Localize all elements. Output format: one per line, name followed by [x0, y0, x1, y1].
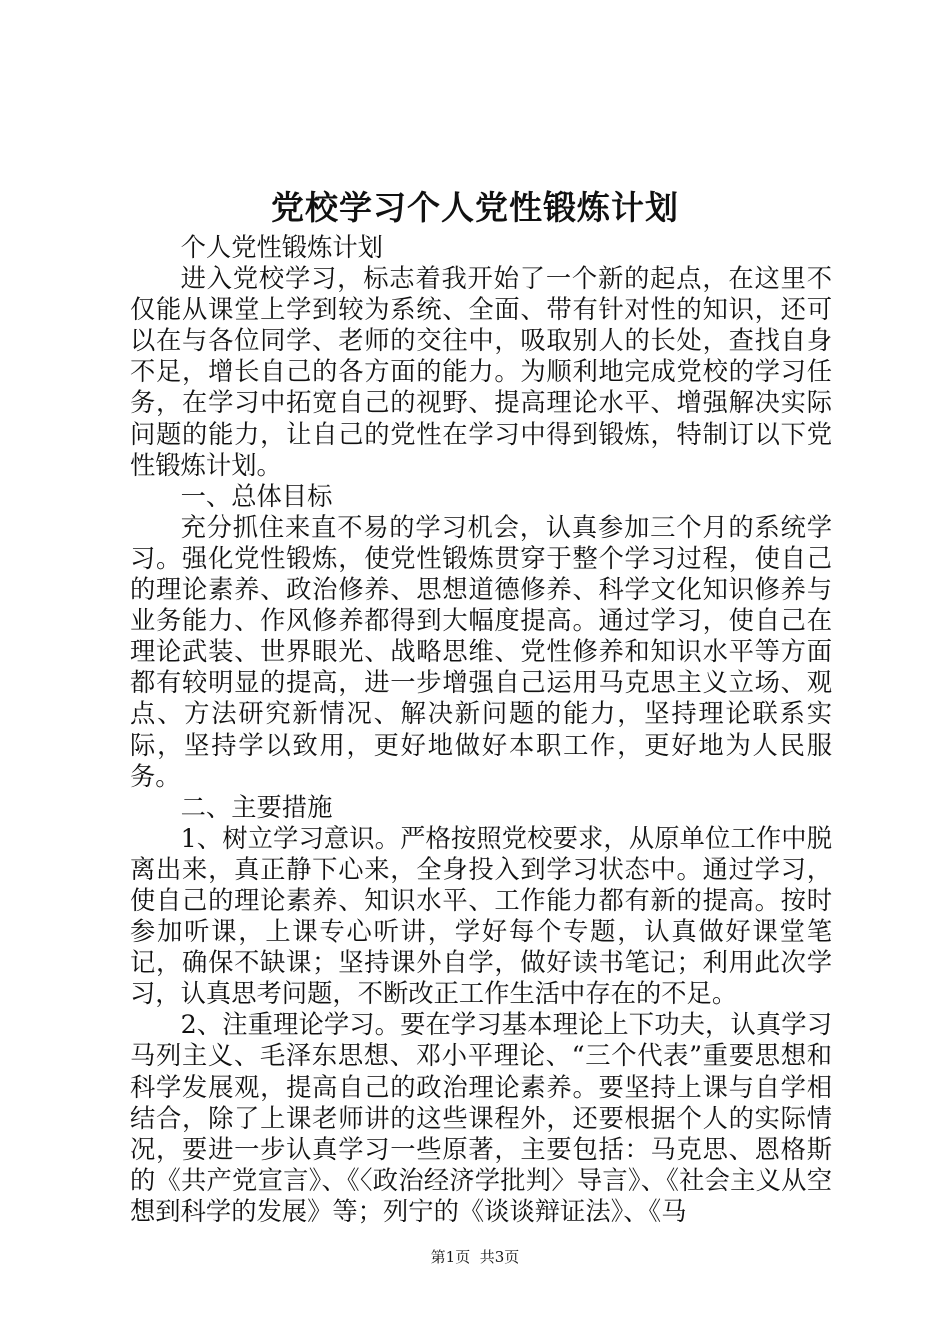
document-body	[130, 232, 832, 1227]
goals-paragraph: 充分抓住来直不易的学习机会，认真参加三个月的系统学习。强化党性锻炼，使党性锻炼贯穿于整个学习过程，使自己的理论素养、政治修养、思想道德修养、科学文化知识修养与业务能力、作风修养都得到大幅度提高。通过学习，使自己在理论武装、世界眼光、战略思维、党性修养和知识水平等方面都有较明显的提高，进一步增强自己运用马克思主义立场、观点、方法研究新情况、解决新问题的能力，坚持理论联系实际，坚持学以致用，更好地做好本职工作，更好地为人民服务。	[130, 512, 832, 791]
page-number: 第1页	[430, 1248, 471, 1266]
section-heading-measures: 二、主要措施	[180, 792, 333, 822]
document-title: 党校学习个人党性锻炼计划	[271, 188, 679, 227]
measure-paragraph-1: 1、树立学习意识。严格按照党校要求，从原单位工作中脱离出来，真正静下心来，全身投入到学习状态中。通过学习，使自己的理论素养、知识水平、工作能力都有新的提高。按时参加听课，上课专心听讲，学好每个专题，认真做好课堂笔记，确保不缺课；坚持课外自学，做好读书笔记；利用此次学习，认真思考问题，不断改正工作生活中存在的不足。	[130, 823, 832, 1009]
page-footer	[0, 1247, 950, 1267]
section-heading-goals: 一、总体目标	[180, 481, 333, 511]
intro-paragraph: 进入党校学习，标志着我开始了一个新的起点，在这里不仅能从课堂上学到较为系统、全面、带有针对性的知识，还可以在与各位同学、老师的交往中，吸取别人的长处，查找自身不足，增长自己的各方面的能力。为顺利地完成党校的学习任务，在学习中拓宽自己的视野、提高理论水平、增强解决实际问题的能力，让自己的党性在学习中得到锻炼，特制订以下党性锻炼计划。	[130, 264, 832, 480]
subtitle-heading: 个人党性锻炼计划	[180, 233, 383, 262]
page-total: 共3页	[479, 1248, 520, 1266]
measure-paragraph-2: 2、注重理论学习。要在学习基本理论上下功夫，认真学习马列主义、毛泽东思想、邓小平理论、“三个代表”重要思想和科学发展观，提高自己的政治理论素养。要坚持上课与自学相结合，除了上课老师讲的这些课程外，还要根据个人的实际情况，要进一步认真学习一些原著，主要包括：马克思、恩格斯的《共产党宣言》、《〈政治经济学批判〉导言》、《社会主义从空想到科学的发展》等；列宁的《谈谈辩证法》、《马	[130, 1010, 832, 1226]
